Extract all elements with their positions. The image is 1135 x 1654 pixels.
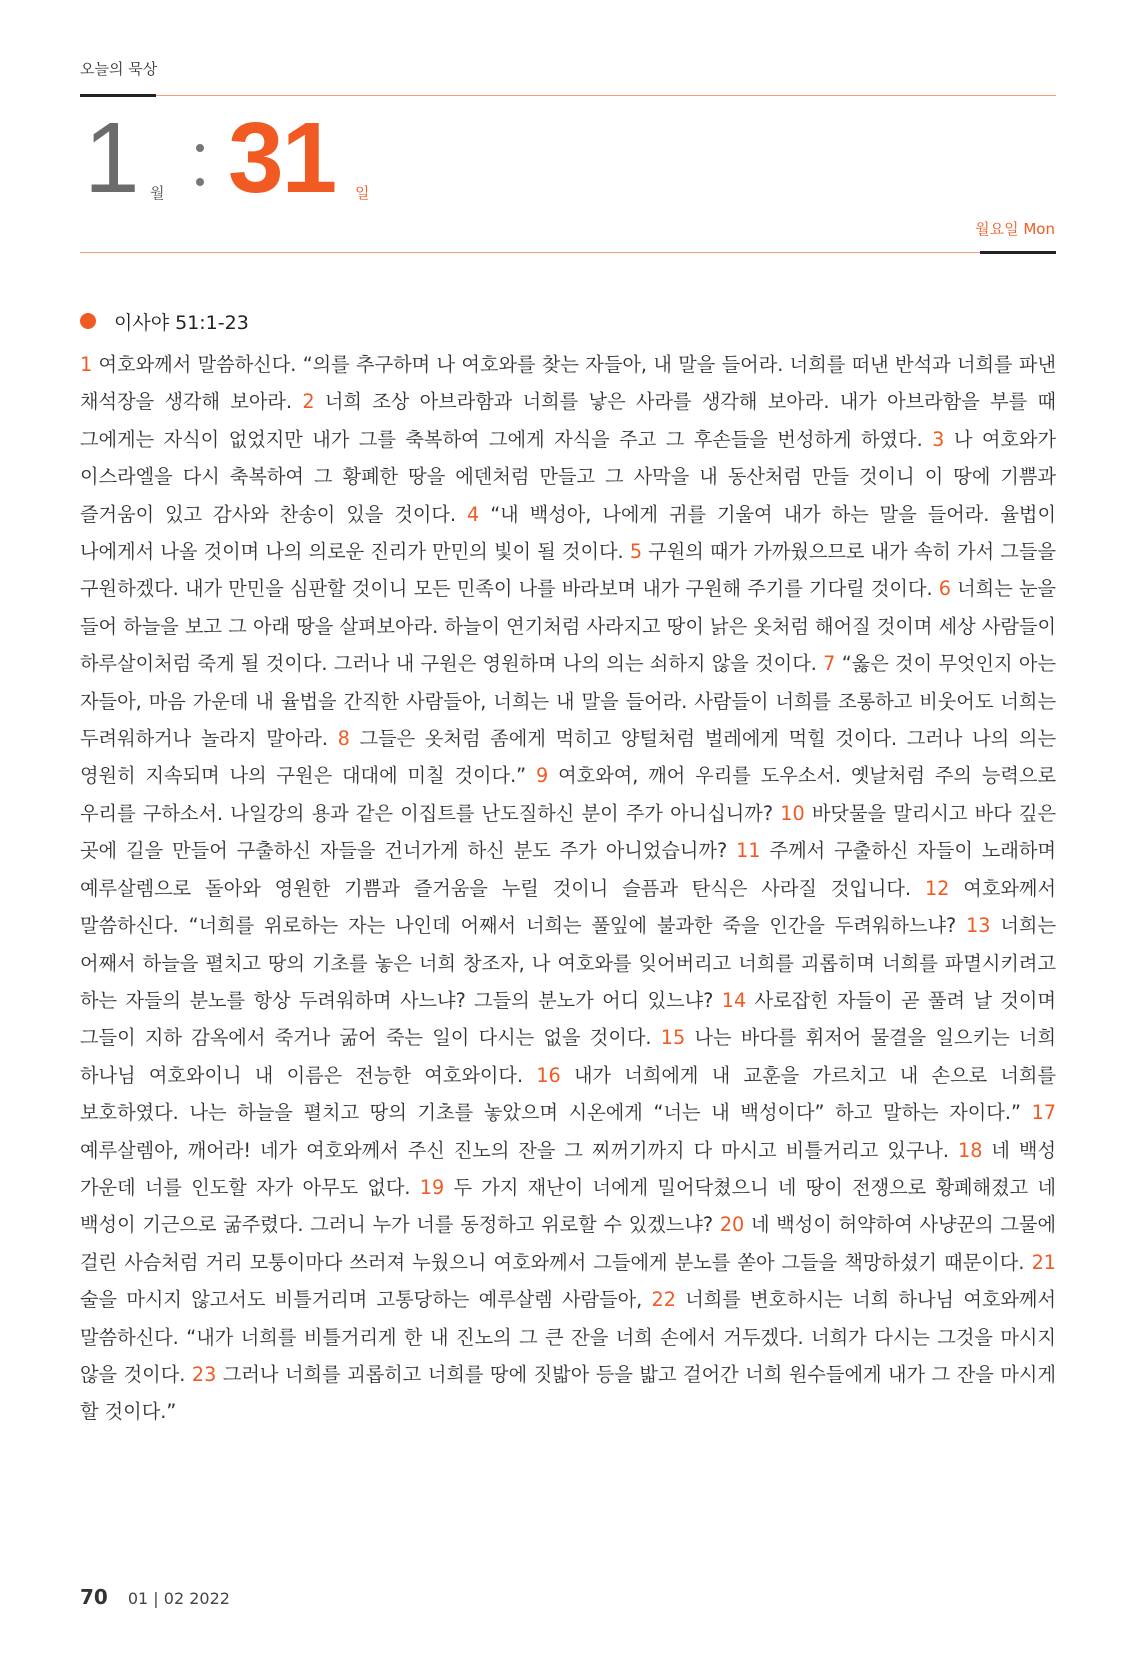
verse-number: 15 <box>660 1026 686 1050</box>
verse-number: 12 <box>924 876 950 900</box>
section-label: 오늘의 묵상 <box>80 60 158 78</box>
date-rule-dark <box>980 251 1056 254</box>
verse-text: 너희는 어째서 하늘을 펼치고 땅의 기초를 놓은 너희 창조자, 나 여호와를 잊어버리고 너희를 괴롭히며 너희를 파멸시키려고 하는 자들의 분노를 항상 두려워하며 사느냐? 그들의 분노가 어디 있느냐? <box>80 914 1056 1012</box>
verse-text: 사로잡힌 자들이 곧 풀려 날 것이며 그들이 지하 감옥에서 죽거나 굶어 죽는 일이 다시는 없을 것이다. <box>80 988 1056 1050</box>
header-rule-orange <box>156 95 1056 96</box>
verse-text: 너희 조상 아브라함과 너희를 낳은 사라를 생각해 보아라. 내가 아브라함을 부를 때 그에게는 자식이 없었지만 내가 그를 축복하여 그에게 자식을 주고 그 후손들을 번성하게 하였다. <box>80 390 1057 451</box>
verse-text: 주께서 구출하신 자들이 노래하며 예루살렘으로 돌아와 영원한 기쁨과 즐거움을 누릴 것이니 슬픔과 탄식은 사라질 것입니다. <box>80 839 1056 900</box>
issue-date: 01 | 02 2022 <box>127 1589 230 1608</box>
date-day: 31 <box>228 102 336 214</box>
verse-text: 그들은 옷처럼 좀에게 먹히고 양털처럼 벌레에게 먹힐 것이다. 그러나 나의 의는 영원히 지속되며 나의 구원은 대대에 미칠 것이다.” <box>80 727 1056 788</box>
verse-number: 4 <box>467 502 480 526</box>
verse-text: 두 가지 재난이 너에게 밀어닥쳤으니 네 땅이 전쟁으로 황폐해졌고 네 백성이 기근으로 굶주렸다. 그러니 누가 너를 동정하고 위로할 수 있겠느냐? <box>80 1175 1056 1237</box>
date-day-unit: 일 <box>355 184 370 202</box>
verse-number: 20 <box>719 1213 745 1237</box>
verse-number: 23 <box>191 1362 217 1386</box>
verse-text: 구원의 때가 가까웠으므로 내가 속히 가서 그들을 구원하겠다. 내가 만민을 심판할 것이니 모든 민족이 나를 바라보며 내가 구원해 주기를 기다릴 것이다. <box>80 540 1056 601</box>
verse-text: 나 여호와가 이스라엘을 다시 축복하여 그 황폐한 땅을 에덴처럼 만들고 그 사막을 내 동산처럼 만들 것이니 이 땅에 기쁨과 즐거움이 있고 감사와 찬송이 있을 것이다. <box>80 427 1057 526</box>
verse-number: 3 <box>932 427 945 451</box>
verse-text: 바닷물을 말리시고 바다 깊은 곳에 길을 만들어 구출하신 자들을 건너가게 하신 분도 주가 아니었습니까? <box>80 801 1056 863</box>
date-rule-orange <box>80 252 980 253</box>
verse-number: 13 <box>966 914 991 938</box>
page-number: 70 <box>80 1585 108 1609</box>
verse-text: 너희는 눈을 들어 하늘을 보고 그 아래 땅을 살펴보아라. 하늘이 연기처럼 사라지고 땅이 낡은 옷처럼 해어질 것이며 세상 사람들이 하루살이처럼 죽게 될 것이다. 그러나 내 구원은 영원하며 나의 의는 쇠하지 않을 것이다. <box>80 577 1056 676</box>
bullet-dot-icon <box>80 313 96 329</box>
verse-text: 여호와께서 말씀하신다. “의를 추구하며 나 여호와를 찾는 자들아, 내 말을 들어라. 너희를 떠낸 반석과 너희를 파낸 채석장을 생각해 보아라. <box>80 353 1056 414</box>
verse-number: 5 <box>629 540 643 564</box>
verse-text: 네 백성 가운데 너를 인도할 자가 아무도 없다. <box>80 1138 1056 1199</box>
passage-reference: 이사야 51:1-23 <box>114 311 249 334</box>
verse-text: 여호와께서 말씀하신다. “너희를 위로하는 자는 나인데 어째서 너희는 풀잎에 불과한 죽을 인간을 두려워하느냐? <box>80 876 1056 938</box>
verse-number: 19 <box>419 1175 445 1199</box>
verse-number: 21 <box>1031 1250 1056 1274</box>
verse-number: 11 <box>736 839 761 863</box>
verse-number: 8 <box>337 727 350 751</box>
scripture-body <box>80 346 1056 1431</box>
verse-text: 예루살렘아, 깨어라! 네가 여호와께서 주신 진노의 잔을 그 찌꺼기까지 다 마시고 비틀거리고 있구나. <box>80 1138 958 1162</box>
verse-number: 6 <box>938 577 951 601</box>
header-rule-dark <box>80 94 156 97</box>
page-footer <box>80 1585 230 1609</box>
verse-number: 7 <box>823 652 836 676</box>
date-month-unit: 월 <box>150 184 165 202</box>
verse-number: 16 <box>536 1063 561 1087</box>
verse-text: 술을 마시지 않고서도 비틀거리며 고통당하는 예루살렘 사람들아, <box>80 1288 652 1312</box>
verse-text: 나는 바다를 휘저어 물결을 일으키는 너희 하나님 여호와이니 내 이름은 전능한 여호와이다. <box>80 1026 1056 1087</box>
verse-number: 18 <box>958 1138 983 1162</box>
verse-text: “옳은 것이 무엇인지 아는 자들아, 마음 가운데 내 율법을 간직한 사람들아, 너희는 내 말을 들어라. 사람들이 너희를 조롱하고 비웃어도 너희는 두려워하거나 놀라지 말아라. <box>80 652 1056 751</box>
passage-heading <box>80 308 249 334</box>
verse-number: 2 <box>302 390 315 414</box>
verse-text: 내가 너희에게 내 교훈을 가르치고 내 손으로 너희를 보호하였다. 나는 하늘을 펼치고 땅의 기초를 놓았으며 시온에게 “너는 내 백성이다” 하고 말하는 자이다.” <box>80 1063 1057 1125</box>
verse-number: 22 <box>651 1288 676 1312</box>
verse-number: 10 <box>780 801 805 825</box>
verse-text: 너희를 변호하시는 너희 하나님 여호와께서 말씀하신다. “내가 너희를 비틀거리게 한 내 진노의 그 큰 잔을 너희 손에서 거두겠다. 너희가 다시는 그것을 마시지 않을 것이다. <box>80 1288 1056 1386</box>
date-colon <box>196 144 206 196</box>
verse-text: 여호와여, 깨어 우리를 도우소서. 옛날처럼 주의 능력으로 우리를 구하소서. 나일강의 용과 같은 이집트를 난도질하신 분이 주가 아니십니까? <box>80 764 1057 825</box>
verse-text: 그러나 너희를 괴롭히고 너희를 땅에 짓밟아 등을 밟고 걸어간 너희 원수들에게 내가 그 잔을 마시게 할 것이다.” <box>80 1362 1056 1424</box>
verse-number: 9 <box>536 764 549 788</box>
verse-text: 네 백성이 허약하여 사냥꾼의 그물에 걸린 사슴처럼 거리 모퉁이마다 쓰러져 누웠으니 여호와께서 그들에게 분노를 쏟아 그들을 책망하셨기 때문이다. <box>80 1213 1056 1274</box>
verse-number: 17 <box>1031 1101 1056 1125</box>
verse-number: 14 <box>721 988 747 1012</box>
verse-text: “내 백성아, 나에게 귀를 기울여 내가 하는 말을 들어라. 율법이 나에게서 나올 것이며 나의 의로운 진리가 만민의 빛이 될 것이다. <box>80 502 1056 564</box>
weekday: 월요일 Mon <box>975 220 1055 238</box>
date-month: 1 <box>84 102 138 214</box>
verse-number: 1 <box>80 353 93 376</box>
